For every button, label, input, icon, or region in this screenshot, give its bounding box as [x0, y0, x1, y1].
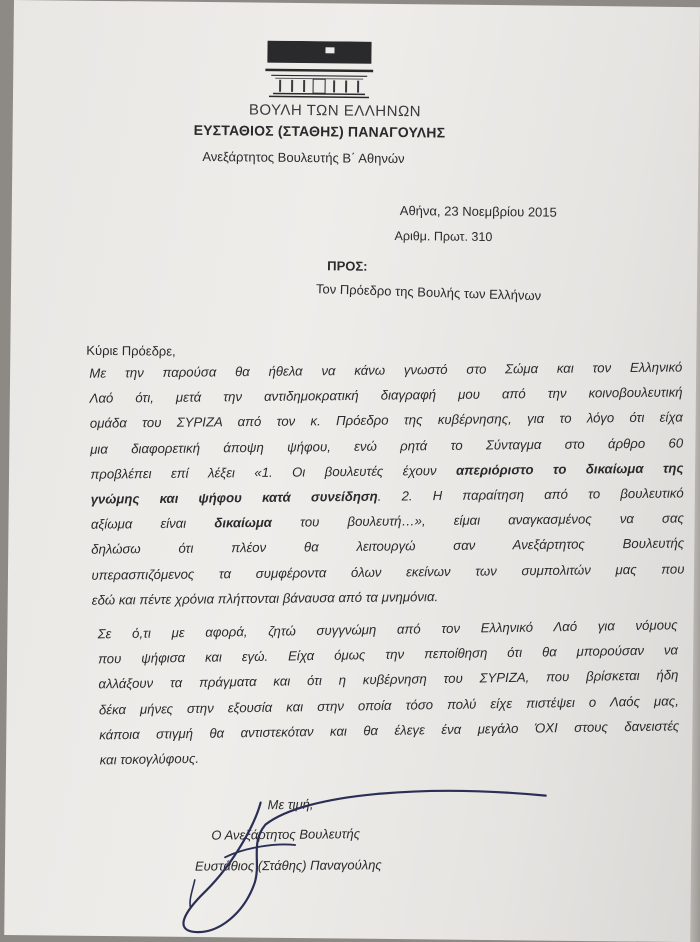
recipient-label: ΠΡΟΣ: — [327, 258, 368, 274]
constitution-quote-mid: . 2. Η παραίτηση από το βουλευτικό — [377, 485, 684, 504]
paragraph-1-line-4: μια διαφορετική άποψη ψήφου, ενώ ρητά το Σύνταγμα στο άρθρο 60 — [90, 435, 684, 457]
constitution-quote-end: του βουλευτή…», είμαι αναγκασμένος να σας — [271, 510, 684, 531]
page-edge-shadow — [690, 7, 700, 942]
paragraph-1-line-9: υπερασπιζόμενος τα συμφέροντα όλων εκείνων των συμπολιτών μας που — [91, 561, 685, 583]
parliament-name: ΒΟΥΛΗ ΤΩΝ ΕΛΛΗΝΩΝ — [248, 101, 422, 121]
signature-title: Ο Ανεξάρτητος Βουλευτής — [211, 826, 361, 843]
paragraph-1-line-8: δηλώσω ότι πλέον θα λειτουργώ σαν Ανεξάρτητος Βουλευτής — [91, 535, 685, 558]
emphasis-right: δικαίωμα — [214, 515, 273, 531]
letter-date: Αθήνα, 23 Νοεμβρίου 2015 — [399, 203, 557, 220]
constitution-quote-start: προβλέπει επί λέξει «1. Οι βουλευτές έχουν — [90, 462, 457, 482]
paragraph-1-line-1: Με την παρούσα θα ήθελα να κάνω γνωστό στο Σώμα και τον Ελληνικό — [89, 359, 683, 381]
letter-page — [4, 0, 700, 942]
paragraph-2 — [79, 612, 679, 773]
paragraph-1-line-10: εδώ και πέντε χρόνια πλήττονται βάναυσα από τα μνημόνια. — [91, 588, 439, 608]
paragraph-2-line-4: δέκα μήνες στην εξουσία και στην οποία τόσο πολύ είχε πιστέψει ο Λαός μας, — [98, 692, 679, 718]
emphasis-conscience-vote: γνώμης και ψήφου κατά συνείδηση — [90, 488, 378, 507]
salutation: Κύριε Πρόεδρε, — [86, 342, 176, 359]
emphasis-unlimited-right: απεριόριστο το δικαίωμα της — [455, 460, 684, 478]
handwritten-signature-icon — [164, 762, 606, 942]
recipient-name: Τον Πρόεδρο της Βουλής των Ελλήνων — [315, 281, 542, 304]
paragraph-1-line-2: Λαό ότι, μετά την αντιδημοκρατική διαγραφή μου από την κοινοβουλευτική — [89, 384, 683, 406]
paragraph-2-line-6: και τοκογλύφους. — [99, 750, 200, 768]
paragraph-2-line-5: κάποια στιγμή θα αντιστεκόταν και θα έλεγε ένα μεγάλο ΌΧΙ στους δανειστές — [99, 718, 680, 743]
constitution-quote-office: αξίωμα είναι — [90, 515, 215, 532]
signature-name: Ευστάθιος (Στάθης) Παναγούλης — [194, 857, 382, 874]
paragraph-1-line-3: ομάδα του ΣΥΡΙΖΑ από τον κ. Πρόεδρο της κυβέρνησης, για το λόγο ότι είχα — [89, 409, 683, 432]
paragraph-2-line-2: που ψήφισα και εγώ. Είχα όμως την πεποίθηση ότι θα μπορούσαν να — [97, 642, 679, 667]
parliament-emblem-icon — [265, 41, 374, 100]
paragraph-2-line-3: αλλάξουν τα πράγματα και ότι η κυβέρνηση του ΣΥΡΙΖΑ, που βρίσκεται ήδη — [98, 667, 679, 692]
mp-name: ΕΥΣΤΑΘΙΟΣ (ΣΤΑΘΗΣ) ΠΑΝΑΓΟΥΛΗΣ — [193, 121, 446, 141]
protocol-number: Αριθμ. Πρωτ. 310 — [394, 228, 493, 245]
paragraph-2-line-1: Σε ό,τι με αφορά, ζητώ συγγνώμη από τον Ελληνικό Λαό για νόμους — [97, 617, 678, 642]
closing-phrase: Με τιμή, — [267, 796, 314, 813]
paragraph-1 — [84, 354, 685, 612]
mp-role: Ανεξάρτητος Βουλευτής Β΄ Αθηνών — [202, 148, 405, 167]
